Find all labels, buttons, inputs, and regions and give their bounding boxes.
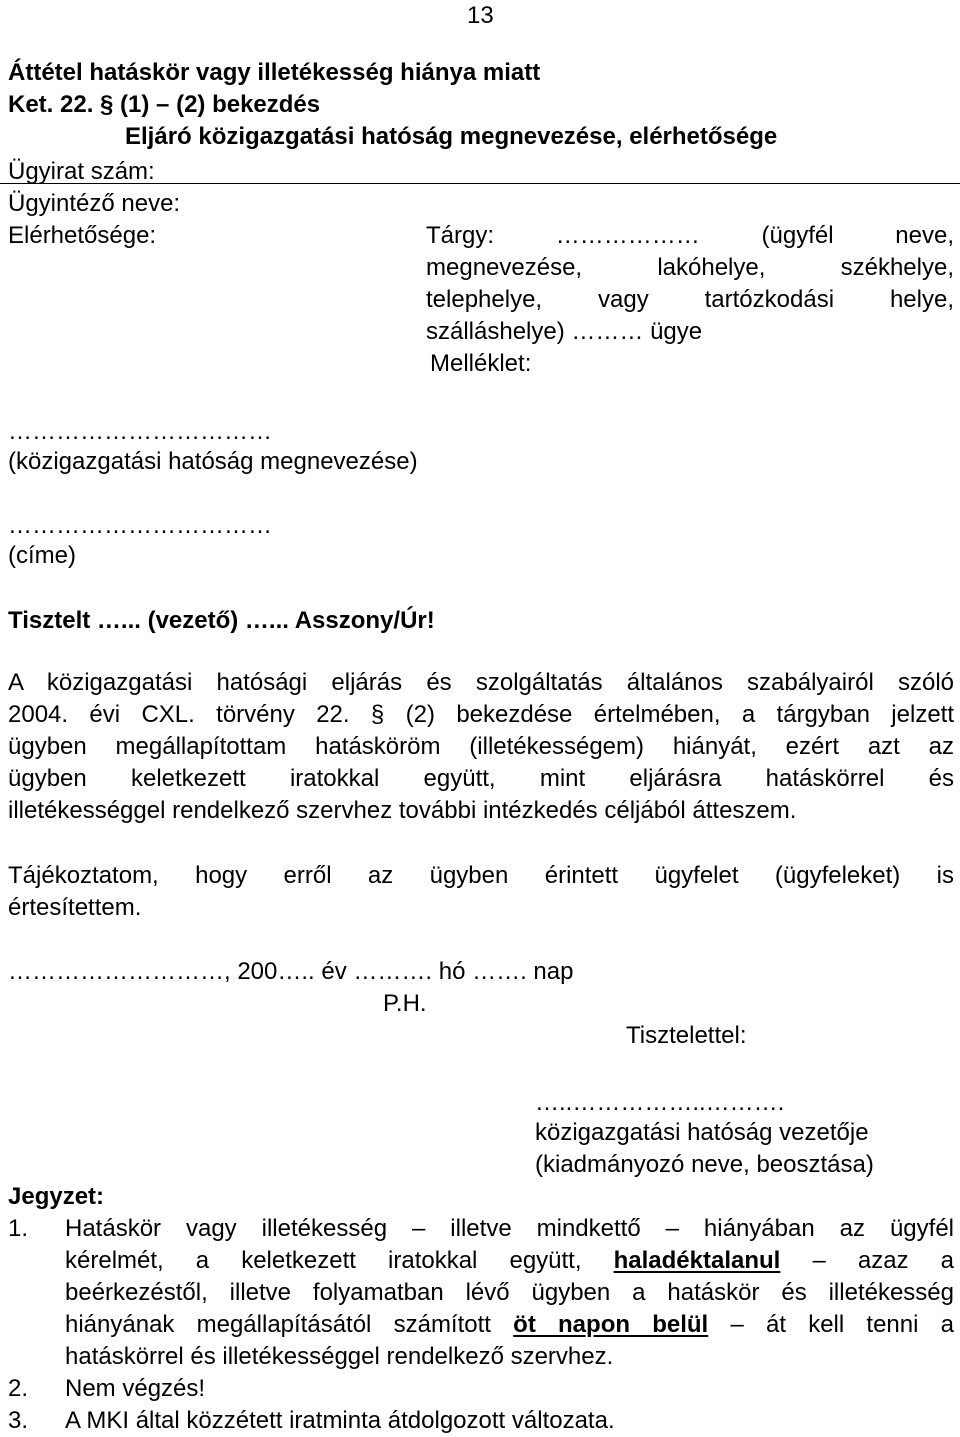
note-item-3 <box>8 1405 954 1437</box>
salutation: Tisztelt …... (vezető) …... Asszony/Úr! <box>8 607 435 634</box>
note-number-1: 1. <box>8 1215 29 1242</box>
body-paragraph-1 <box>8 667 954 827</box>
subject-line-4: szálláshelye) ……… ügye <box>426 318 703 345</box>
closing: Tisztelettel: <box>626 1022 747 1049</box>
body-p1-line-1: A közigazgatási hatósági eljárás és szolgáltatás általános szabályairól szóló <box>8 669 954 696</box>
emphasis-immediately: haladéktalanul <box>613 1247 781 1274</box>
contact-label: Elérhetősége: <box>8 222 157 249</box>
document-title: Áttétel hatáskör vagy illetékesség hiánya miatt <box>8 59 541 86</box>
note-body-3: A MKI által közzétett iratminta átdolgozott változata. <box>65 1407 615 1434</box>
notes-heading: Jegyzet: <box>8 1183 105 1210</box>
note-1-line-5: hatáskörrel és illetékességgel rendelkező szervhez. <box>65 1343 614 1370</box>
body-p1-line-4: ügyben keletkezett iratokkal együtt, mint eljárásra hatáskörrel és <box>8 765 954 792</box>
body-paragraph-2 <box>8 860 954 924</box>
subject-line-2: megnevezése, lakóhelye, székhelye, <box>426 254 954 281</box>
note-1-line-4-end: – át kell tenni a <box>730 1311 955 1338</box>
body-p2-line-2: értesítettem. <box>8 894 142 921</box>
handler-name-label: Ügyintéző neve: <box>8 190 181 217</box>
addressee-address: (címe) <box>8 542 76 569</box>
authority-header: Eljáró közigazgatási hatóság megnevezése, elérhetősége <box>125 123 778 150</box>
case-number-label: Ügyirat szám: <box>8 158 155 185</box>
body-p1-line-2: 2004. évi CXL. törvény 22. § (2) bekezdése értelmében, a tárgyban jelzett <box>8 701 954 728</box>
note-1-line-4 <box>65 1309 954 1341</box>
addressee-dots-1: …………………………… <box>8 418 272 445</box>
note-1-line-3: beérkezéstől, illetve folyamatban lévő ügyben a hatáskör és illetékesség <box>65 1279 954 1306</box>
body-p1-line-5: illetékességgel rendelkező szervhez további intézkedés céljából átteszem. <box>8 797 797 824</box>
note-body-2: Nem végzés! <box>65 1375 206 1402</box>
seal-placeholder: P.H. <box>383 990 427 1017</box>
signature-dots: …..……………..………. <box>535 1089 785 1116</box>
dateline: ………………………, 200….. év ………. hó ……. nap <box>8 958 574 985</box>
subject-line-1: Tárgy: ……………… (ügyfél neve, <box>426 222 954 249</box>
subject-block <box>426 220 954 348</box>
note-1-line-2-start: kérelmét, a keletkezett iratokkal együtt, <box>65 1247 582 1274</box>
attachment-label: Melléklet: <box>430 350 532 377</box>
addressee-authority-name: (közigazgatási hatóság megnevezése) <box>8 448 418 475</box>
page-number: 13 <box>467 2 494 29</box>
legal-reference: Ket. 22. § (1) – (2) bekezdés <box>8 91 321 118</box>
note-item-2 <box>8 1373 954 1405</box>
addressee-dots-2: …………………………… <box>8 512 272 539</box>
note-1-line-1: Hatáskör vagy illetékesség – illetve mindkettő – hiányában az ügyfél <box>65 1215 954 1242</box>
note-number-3: 3. <box>8 1407 29 1434</box>
note-1-line-2-end: – azaz a <box>812 1247 955 1274</box>
body-p2-line-1: Tájékoztatom, hogy erről az ügyben érintett ügyfelet (ügyfeleket) is <box>8 862 954 889</box>
body-p1-line-3: ügyben megállapítottam hatásköröm (illetékességem) hiányát, ezért azt az <box>8 733 954 760</box>
signature-subtitle: (kiadmányozó neve, beosztása) <box>535 1151 874 1178</box>
emphasis-five-days: öt napon belül <box>513 1311 709 1338</box>
note-body-1 <box>65 1213 954 1373</box>
note-1-line-2 <box>65 1245 954 1277</box>
note-1-line-4-start: hiányának megállapításától számított <box>65 1311 491 1338</box>
note-item-1 <box>8 1213 954 1373</box>
signature-title: közigazgatási hatóság vezetője <box>535 1119 869 1146</box>
note-number-2: 2. <box>8 1375 29 1402</box>
subject-line-3: telephelye, vagy tartózkodási helye, <box>426 286 954 313</box>
